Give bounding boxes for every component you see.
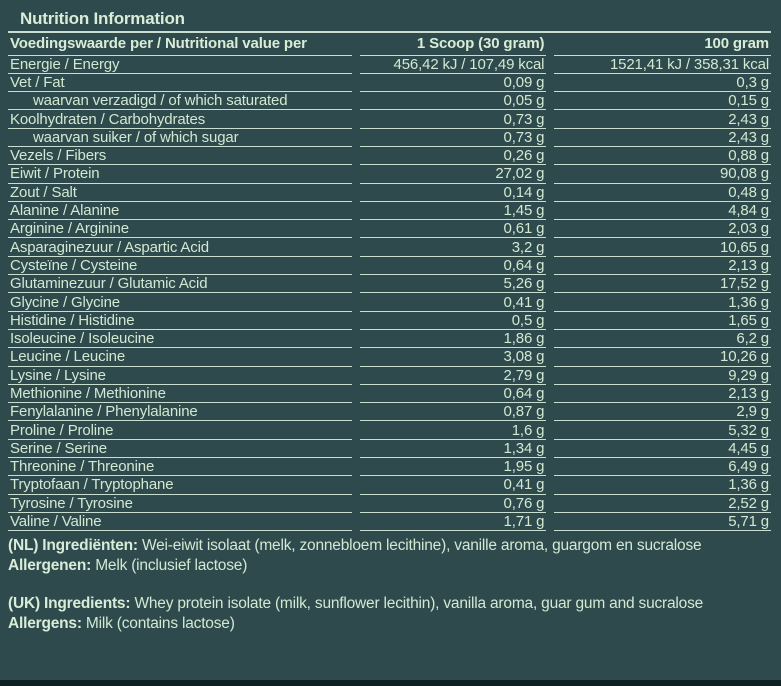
nl-allergens-text: Melk (inclusief lactose) <box>95 557 248 575</box>
row-value-100gram: 5,32 g <box>554 421 771 439</box>
row-label: Asparaginezuur / Aspartic Acid <box>8 238 352 256</box>
uk-ingredients-label: (UK) Ingredients: <box>8 595 131 613</box>
row-label: Isoleucine / Isoleucine <box>8 330 352 348</box>
table-row <box>8 293 771 311</box>
row-value-scoop: 0,61 g <box>360 220 547 238</box>
table-body <box>8 56 771 532</box>
row-label: Tyrosine / Tyrosine <box>8 495 352 513</box>
row-value-scoop: 0,41 g <box>360 293 547 311</box>
row-label: Alanine / Alanine <box>8 202 352 220</box>
row-value-100gram: 5,71 g <box>554 513 771 531</box>
row-value-scoop: 0,73 g <box>360 129 547 147</box>
table-row <box>8 56 771 74</box>
row-value-100gram: 10,65 g <box>554 238 771 256</box>
row-label: Threonine / Threonine <box>8 458 352 476</box>
row-label: Arginine / Arginine <box>8 220 352 238</box>
row-value-100gram: 9,29 g <box>554 367 771 385</box>
row-label: Eiwit / Protein <box>8 165 352 183</box>
row-label: Tryptofaan / Tryptophane <box>8 476 352 494</box>
row-value-scoop: 456,42 kJ / 107,49 kcal <box>360 56 547 74</box>
row-label: Leucine / Leucine <box>8 348 352 366</box>
row-value-scoop: 0,73 g <box>360 110 547 128</box>
table-row <box>8 238 771 256</box>
row-value-100gram: 0,88 g <box>554 147 771 165</box>
nutrition-table <box>0 33 779 531</box>
row-label: Fenylalanine / Phenylalanine <box>8 403 352 421</box>
row-value-scoop: 27,02 g <box>360 165 547 183</box>
row-value-100gram: 2,43 g <box>554 129 771 147</box>
uk-allergens-text: Milk (contains lactose) <box>85 615 235 633</box>
row-value-100gram: 2,13 g <box>554 257 771 275</box>
row-value-scoop: 0,5 g <box>360 312 547 330</box>
row-label: Koolhydraten / Carbohydrates <box>8 110 352 128</box>
row-value-scoop: 0,05 g <box>360 92 547 110</box>
row-label: Serine / Serine <box>8 440 352 458</box>
row-label: Cysteïne / Cysteine <box>8 257 352 275</box>
row-value-100gram: 1521,41 kJ / 358,31 kcal <box>554 56 771 74</box>
nl-ingredients-label: (NL) Ingrediënten: <box>8 537 138 555</box>
row-label: Lysine / Lysine <box>8 367 352 385</box>
table-row <box>8 312 771 330</box>
table-row <box>8 257 771 275</box>
nl-ingredients-line <box>8 536 771 556</box>
table-header-row <box>8 33 771 56</box>
table-row <box>8 440 771 458</box>
column-header-100gram: 100 gram <box>554 33 771 56</box>
row-value-100gram: 1,36 g <box>554 476 771 494</box>
table-row <box>8 421 771 439</box>
ingredients-footer <box>8 536 771 634</box>
row-label: waarvan verzadigd / of which saturated <box>8 92 352 110</box>
row-label: Histidine / Histidine <box>8 312 352 330</box>
row-value-scoop: 0,26 g <box>360 147 547 165</box>
table-row <box>8 367 771 385</box>
nl-allergens-line <box>8 556 771 576</box>
row-value-100gram: 2,52 g <box>554 495 771 513</box>
row-value-scoop: 0,64 g <box>360 257 547 275</box>
row-value-100gram: 6,2 g <box>554 330 771 348</box>
row-label: Proline / Proline <box>8 421 352 439</box>
table-row <box>8 495 771 513</box>
row-value-100gram: 6,49 g <box>554 458 771 476</box>
row-value-scoop: 5,26 g <box>360 275 547 293</box>
row-label: Vet / Fat <box>8 74 352 92</box>
row-label: Energie / Energy <box>8 56 352 74</box>
row-value-scoop: 1,6 g <box>360 421 547 439</box>
row-value-100gram: 4,84 g <box>554 202 771 220</box>
row-value-scoop: 1,95 g <box>360 458 547 476</box>
row-value-100gram: 10,26 g <box>554 348 771 366</box>
row-value-scoop: 0,41 g <box>360 476 547 494</box>
row-value-100gram: 17,52 g <box>554 275 771 293</box>
row-value-100gram: 4,45 g <box>554 440 771 458</box>
table-row <box>8 110 771 128</box>
table-row <box>8 513 771 531</box>
row-label: Glycine / Glycine <box>8 293 352 311</box>
table-row <box>8 403 771 421</box>
table-row <box>8 147 771 165</box>
uk-ingredients-line <box>8 594 771 614</box>
column-header-per: Voedingswaarde per / Nutritional value per <box>8 33 352 56</box>
bottom-edge-bar <box>0 680 781 686</box>
table-row <box>8 348 771 366</box>
row-value-100gram: 0,3 g <box>554 74 771 92</box>
row-value-100gram: 0,48 g <box>554 184 771 202</box>
row-value-100gram: 0,15 g <box>554 92 771 110</box>
row-label: Vezels / Fibers <box>8 147 352 165</box>
table-row <box>8 458 771 476</box>
row-label: Methionine / Methionine <box>8 385 352 403</box>
row-value-scoop: 1,45 g <box>360 202 547 220</box>
row-value-100gram: 1,65 g <box>554 312 771 330</box>
row-value-scoop: 0,14 g <box>360 184 547 202</box>
row-value-100gram: 90,08 g <box>554 165 771 183</box>
table-row <box>8 202 771 220</box>
row-value-scoop: 1,71 g <box>360 513 547 531</box>
row-value-scoop: 0,87 g <box>360 403 547 421</box>
table-row <box>8 92 771 110</box>
row-value-scoop: 0,09 g <box>360 74 547 92</box>
row-value-100gram: 2,43 g <box>554 110 771 128</box>
row-value-scoop: 1,34 g <box>360 440 547 458</box>
nl-ingredients-text: Wei-eiwit isolaat (melk, zonnebloem lecithine), vanille aroma, guargom en sucralose <box>141 537 702 555</box>
table-row <box>8 165 771 183</box>
row-value-scoop: 0,76 g <box>360 495 547 513</box>
row-value-100gram: 2,13 g <box>554 385 771 403</box>
page-title: Nutrition Information <box>20 9 185 28</box>
row-value-scoop: 3,08 g <box>360 348 547 366</box>
row-label: Glutaminezuur / Glutamic Acid <box>8 275 352 293</box>
uk-allergens-line <box>8 614 771 634</box>
table-row <box>8 74 771 92</box>
table-row <box>8 330 771 348</box>
table-row <box>8 476 771 494</box>
row-label: waarvan suiker / of which sugar <box>8 129 352 147</box>
row-value-scoop: 0,64 g <box>360 385 547 403</box>
row-label: Valine / Valine <box>8 513 352 531</box>
table-row <box>8 184 771 202</box>
row-value-100gram: 2,03 g <box>554 220 771 238</box>
table-row <box>8 385 771 403</box>
table-row <box>8 220 771 238</box>
row-value-scoop: 1,86 g <box>360 330 547 348</box>
row-value-scoop: 2,79 g <box>360 367 547 385</box>
uk-allergens-label: Allergens: <box>8 615 82 633</box>
uk-ingredients-text: Whey protein isolate (milk, sunflower lecithin), vanilla aroma, guar gum and sucralose <box>134 595 704 613</box>
nl-allergens-label: Allergenen: <box>8 557 92 575</box>
row-value-100gram: 1,36 g <box>554 293 771 311</box>
row-label: Zout / Salt <box>8 184 352 202</box>
row-value-100gram: 2,9 g <box>554 403 771 421</box>
table-row <box>8 275 771 293</box>
column-header-scoop: 1 Scoop (30 gram) <box>360 33 547 56</box>
table-row <box>8 129 771 147</box>
row-value-scoop: 3,2 g <box>360 238 547 256</box>
